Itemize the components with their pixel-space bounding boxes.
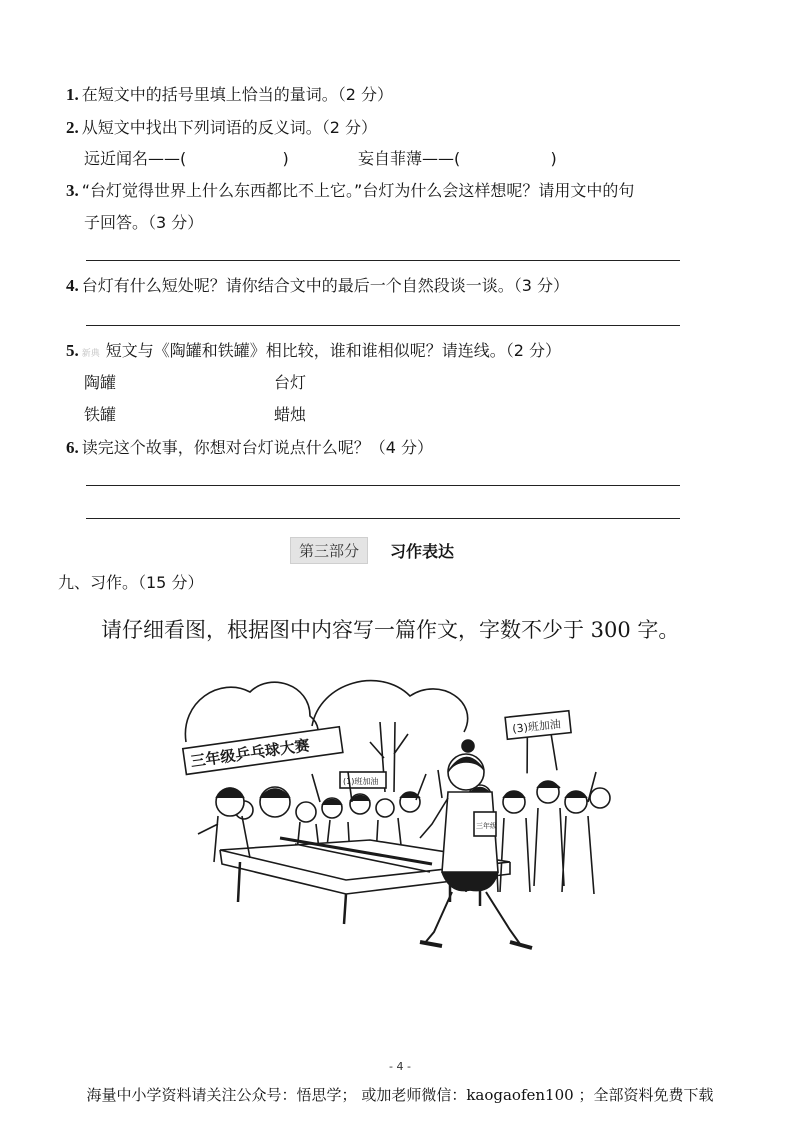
tree-outline [312,681,468,732]
sign-text: (3)班加油 [511,717,562,736]
antonym-word: 远近闻名——( [84,149,187,168]
crowd [235,781,610,822]
banner-text: 三年级乒乓球大赛 [189,736,311,771]
question-number: 5. [66,341,79,360]
composition-prompt: 请仔细看图，根据图中内容写一篇作文，字数不少于 300 字。 [101,618,680,642]
question-text: 在短文中的括号里填上恰当的量词。（2 分） [81,85,394,104]
question-text: 台灯有什么短处呢？请你结合文中的最后一个自然段谈一谈。（3 分） [81,276,570,295]
question-2 [66,117,377,139]
question-number: 6. [66,438,79,457]
close-paren: ) [550,149,557,168]
banner [183,727,343,775]
match-left-item[interactable]: 陶罐 [84,373,117,392]
composition-heading: 九、习作。（15 分） [58,573,204,592]
small-badge [340,772,386,788]
question-1 [66,84,393,106]
question-number: 3. [66,181,79,200]
question-number: 4. [66,276,79,295]
table-tennis-illustration [180,662,620,962]
question-3-line-2: 子回答。（3 分） [84,213,204,232]
question-text: 读完这个故事，你想对台灯说点什么呢？（4 分） [81,438,434,457]
right-player [420,740,532,948]
question-text: “台灯觉得世界上什么东西都比不上它。”台灯为什么会这样想呢？请用文中的句 [81,181,635,200]
question-5 [66,340,561,365]
cheer-sign [505,711,575,775]
answer-line-q4[interactable] [86,325,680,326]
question-number: 2. [66,118,79,137]
antonym-blank-1[interactable] [84,148,289,170]
question-3 [66,180,634,202]
antonym-word: 妄自菲薄——( [358,149,461,168]
question-4 [66,275,569,297]
footer-notice: 海量中小学资料请关注公众号：悟思学； 或加老师微信：kaogaofen100 ；全部资料免费下载 [86,1086,714,1104]
match-right-item[interactable]: 台灯 [274,373,307,392]
answer-line-q3[interactable] [86,260,680,261]
page-number: - 4 - [389,1060,411,1073]
section-heading [290,538,454,562]
antonym-blank-2[interactable] [358,148,557,170]
question-number: 1. [66,85,79,104]
close-paren: ) [282,149,289,168]
question-6 [66,437,433,459]
section-name: 习作表达 [390,541,455,561]
answer-line-q6[interactable] [86,518,680,519]
match-right-item[interactable]: 蜡烛 [274,405,307,424]
section-tag: 第三部分 [290,537,368,564]
question-text: 从短文中找出下列词语的反义词。（2 分） [81,118,378,137]
answer-line-q6[interactable] [86,485,680,486]
badge-text: (1)班加油 [343,777,379,786]
match-left-item[interactable]: 铁罐 [84,405,117,424]
shirt-text: 三年级 [476,822,497,830]
faint-watermark: 新典 [81,349,100,359]
question-text: 短文与《陶罐和铁罐》相比较，谁和谁相似呢？请连线。（2 分） [105,341,562,360]
